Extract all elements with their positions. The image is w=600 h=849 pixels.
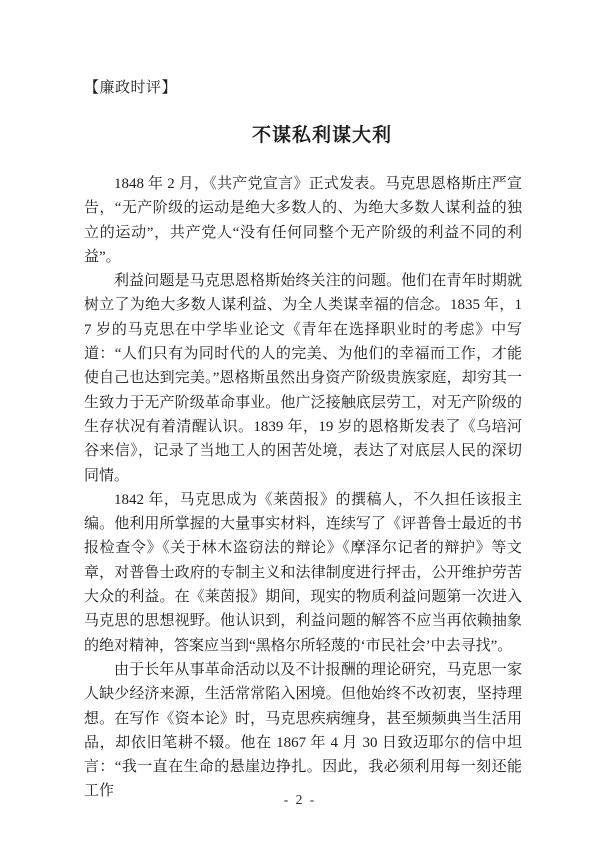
page-title: 不谋私利谋大利 bbox=[251, 125, 392, 146]
document-content bbox=[84, 78, 522, 804]
document-body bbox=[84, 172, 522, 804]
body-paragraph-4: 由于长年从事革命活动以及不计报酬的理论研究，马克思一家人缺少经济来源，生活常常陷入困境。但他始终不改初衷，坚持理想。在写作《资本论》时，马克思疾病缠身，甚至频频典当生活用品，却依旧笔耕不辍。他在 1867 年 4 月 30 日致迈耶尔的信中坦言：“我一直在生命的悬崖边挣扎。因此，我必须利用每一刻还能工作 bbox=[84, 661, 522, 800]
body-paragraph-3: 1842 年，马克思成为《莱茵报》的撰稿人，不久担任该报主编。他利用所掌握的大量事实材料，连续写了《评普鲁士最近的书报检查令》《关于林木盗窃法的辩论》《摩泽尔记者的辩护》等文章，对普鲁士政府的专制主义和法律制度进行抨击，公开维护劳苦大众的利益。在《莱茵报》期间，现实的物质利益问题第一次进入马克思的思想视野。他认识到，利益问题的解答不应当再依赖抽象的绝对精神，答案应当到“黑格尔所轻蔑的‘市民社会’中去寻找”。 bbox=[84, 491, 522, 654]
section-tag: 【廉政时评】 bbox=[84, 80, 178, 96]
body-paragraph-1: 1848 年 2 月，《共产党宣言》正式发表。马克思恩格斯庄严宣告，“无产阶级的运动是绝大多数人的、为绝大多数人谋利益的独立的运动”，共产党人“没有任何同整个无产阶级的利益不同的利益”。 bbox=[84, 176, 522, 265]
body-paragraph-2: 利益问题是马克思恩格斯始终关注的问题。他们在青年时期就树立了为绝大多数人谋利益、为全人类谋幸福的信念。1835 年，17 岁的马克思在中学毕业论文《青年在选择职业时的考虑》中写道：“人们只有为同时代的人的完美、为他们的幸福而工作，才能使自己也达到完美。”恩格斯虽然出身资产阶级贵族家庭，却穷其一生致力于无产阶级革命事业。他广泛接触底层劳工，对无产阶级的生存状况有着清醒认识。1839 年，19 岁的恩格斯发表了《乌培河谷来信》，记录了当地工人的困苦处境，表达了对底层人民的深切同情。 bbox=[84, 273, 522, 484]
page-number: - 2 - bbox=[283, 792, 317, 807]
